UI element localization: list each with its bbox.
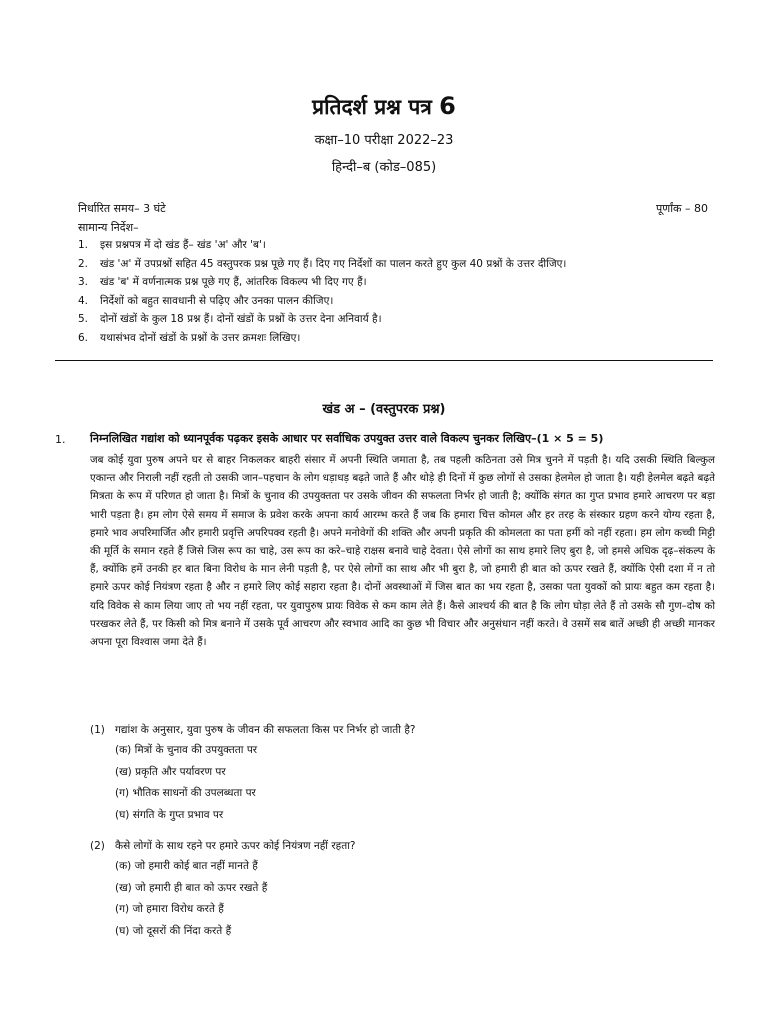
instruction-number: 4. xyxy=(78,294,89,307)
option-item: (घ) जो दूसरों की निंदा करते हैं xyxy=(115,924,232,937)
instruction-item xyxy=(78,273,718,292)
instruction-number: 3. xyxy=(78,276,89,289)
instruction-item xyxy=(78,310,718,329)
sub-question xyxy=(90,836,715,942)
title-text: प्रतिदर्श प्रश्न पत्र xyxy=(312,95,432,119)
instruction-text: यथासंभव दोनों खंडों के प्रश्नों के उत्तर क्रमशः लिखिए। xyxy=(100,331,301,344)
option-item: (घ) संगति के गुप्त प्रभाव पर xyxy=(115,808,224,821)
option-item: (क) जो हमारी कोई बात नहीं मानते हैं xyxy=(115,860,258,872)
sub-question xyxy=(90,720,715,826)
meta-row xyxy=(78,201,708,216)
instruction-text: निर्देशों को बहुत सावधानी से पढ़िए और उनका पालन कीजिए। xyxy=(100,294,334,307)
section-divider xyxy=(55,360,713,361)
instruction-item xyxy=(78,329,718,348)
instructions-list xyxy=(78,236,718,348)
instruction-number: 2. xyxy=(78,257,89,270)
instruction-text: खंड 'ब' में वर्णनात्मक प्रश्न पूछे गए हैं, आंतरिक विकल्प भी दिए गए हैं। xyxy=(100,276,367,289)
section-title: खंड अ – (वस्तुपरक प्रश्न) xyxy=(322,402,446,417)
page-title xyxy=(0,92,768,121)
subject-line: हिन्दी–ब (कोड–085) xyxy=(331,160,437,175)
instruction-number: 5. xyxy=(78,313,89,326)
instructions-heading: सामान्य निर्देश– xyxy=(78,221,139,234)
sub-question-stem xyxy=(90,720,715,740)
instruction-text: खंड 'अ' में उपप्रश्नों सहित 45 वस्तुपरक प्रश्न पूछे गए हैं। दिए गए निर्देशों का पालन करते हुए कुल 40 प्रश्नों के उत्तर दीजिए। xyxy=(100,257,567,270)
option-item: (ख) प्रकृति और पर्यावरण पर xyxy=(115,765,226,778)
title-number: 6 xyxy=(439,92,456,120)
instruction-text: दोनों खंडों के कुल 18 प्रश्न हैं। दोनों खंडों के प्रश्नों के उत्तर देना अनिवार्य है। xyxy=(100,313,382,326)
max-marks: पूर्णांक – 80 xyxy=(656,202,708,215)
option-item: (ग) जो हमारा विरोध करते हैं xyxy=(115,903,224,915)
sub-question-stem xyxy=(90,836,715,856)
options-list xyxy=(90,856,715,942)
instruction-item xyxy=(78,292,718,311)
options-list xyxy=(90,740,715,826)
sub-question-number: (2) xyxy=(90,840,105,852)
class-exam-line: कक्षा–10 परीक्षा 2022–23 xyxy=(314,133,454,148)
instruction-item xyxy=(78,236,718,255)
instruction-number: 1. xyxy=(78,239,89,251)
time-allowed: निर्धारित समय– 3 घंटे xyxy=(78,202,166,215)
sub-question-text: कैसे लोगों के साथ रहने पर हमारे ऊपर कोई नियंत्रण नहीं रहता? xyxy=(115,840,356,852)
sub-question-number: (1) xyxy=(90,724,105,736)
option-item: (ख) जो हमारी ही बात को ऊपर रखते हैं xyxy=(115,881,268,894)
sub-question-text: गद्यांश के अनुसार, युवा पुरुष के जीवन की सफलता किस पर निर्भर हो जाती है? xyxy=(115,724,416,736)
instruction-item xyxy=(78,255,718,274)
instruction-number: 6. xyxy=(78,331,89,344)
question-number: 1. xyxy=(55,433,66,446)
passage-text: जब कोई युवा पुरुष अपने घर से बाहर निकलकर बाहरी संसार में अपनी स्थिति जमाता है, तब पहली कठिनता उसे मित्र चुनने में पड़ती है। यदि उसकी स्थिति बिल्कुल एकान्त और निराली नहीं रहती तो उसकी जान–पहचान के लोग धड़ाधड़ बढ़ते जाते हैं और थोड़े ही दिनों में कुछ लोगों से उसका हेलमेल हो जाता है। यही हेलमेल बढ़ते बढ़ते मित्रता के रूप में परिणत हो जाता है। मित्रों के चुनाव की उपयुक्तता पर उसके जीवन की सफलता निर्भर हो जाती है; क्योंकि संगत का गुप्त प्रभाव हमारे आचरण पर बड़ा भारी पड़ता है। हम लोग ऐसे समय में समाज के प्रवेश करके अपना कार्य आरम्भ करते हैं जब कि हमारा चित्त कोमल और हर तरह के संस्कार ग्रहण करने योग्य रहता है, हमारे भाव अपरिमार्जित और हमारी प्रवृत्ति अपरिपक्व रहती है। अपने मनोवेगों की शक्ति और अपनी प्रकृति की कोमलता का पता हमीं को नहीं रहता। हम लोग कच्ची मिट्टी की मूर्ति के समान रहते हैं जिसे जिस रूप का चाहे, उस रूप का करे–चाहे राक्षस बनावे चाहे देवता। ऐसे लोगों का साथ हमारे लिए बुरा है, जो हमसे अधिक दृढ़–संकल्प के हैं, क्योंकि हमें उनकी हर बात बिना विरोध के मान लेनी पड़ती है, पर ऐसे लोगों का साथ और भी बुरा है, जो हमारी ही बात को ऊपर रखते हैं, क्योंकि ऐसी दशा में न तो हमारे ऊपर कोई नियंत्रण रहता है और न हमारे लिए कोई सहारा रहता है। दोनों अवस्थाओं में जिस बात का भय रहता है, उसका पता युवकों को प्रायः बहुत कम रहता है। यदि विवेक से काम लिया जाए तो भय नहीं रहता, पर युवापुरुष प्रायः विवेक से कम काम लेते हैं। कैसे आश्चर्य की बात है कि लोग घोड़ा लेते हैं तो उसके सौ गुण–दोष को परखकर लेते हैं, पर किसी को मित्र बनाने में उसके पूर्व आचरण और स्वभाव आदि का कुछ भी विचार और अनुसंधान नहीं करते। वे उसमें सब बातें अच्छी ही अच्छी मानकर अपना पूरा विश्वास जमा देते हैं। xyxy=(90,454,715,649)
option-item: (ग) भौतिक साधनों की उपलब्धता पर xyxy=(115,787,256,799)
instruction-text: इस प्रश्नपत्र में दो खंड हैं– खंड 'अ' और 'ब'। xyxy=(100,239,266,251)
question-instruction: निम्नलिखित गद्यांश को ध्यानपूर्वक पढ़कर इसके आधार पर सर्वाधिक उपयुक्त उत्तर वाले विकल्प चुनकर लिखिए–(1 × 5 = 5) xyxy=(90,432,604,445)
option-item: (क) मित्रों के चुनाव की उपयुक्तता पर xyxy=(115,744,258,756)
